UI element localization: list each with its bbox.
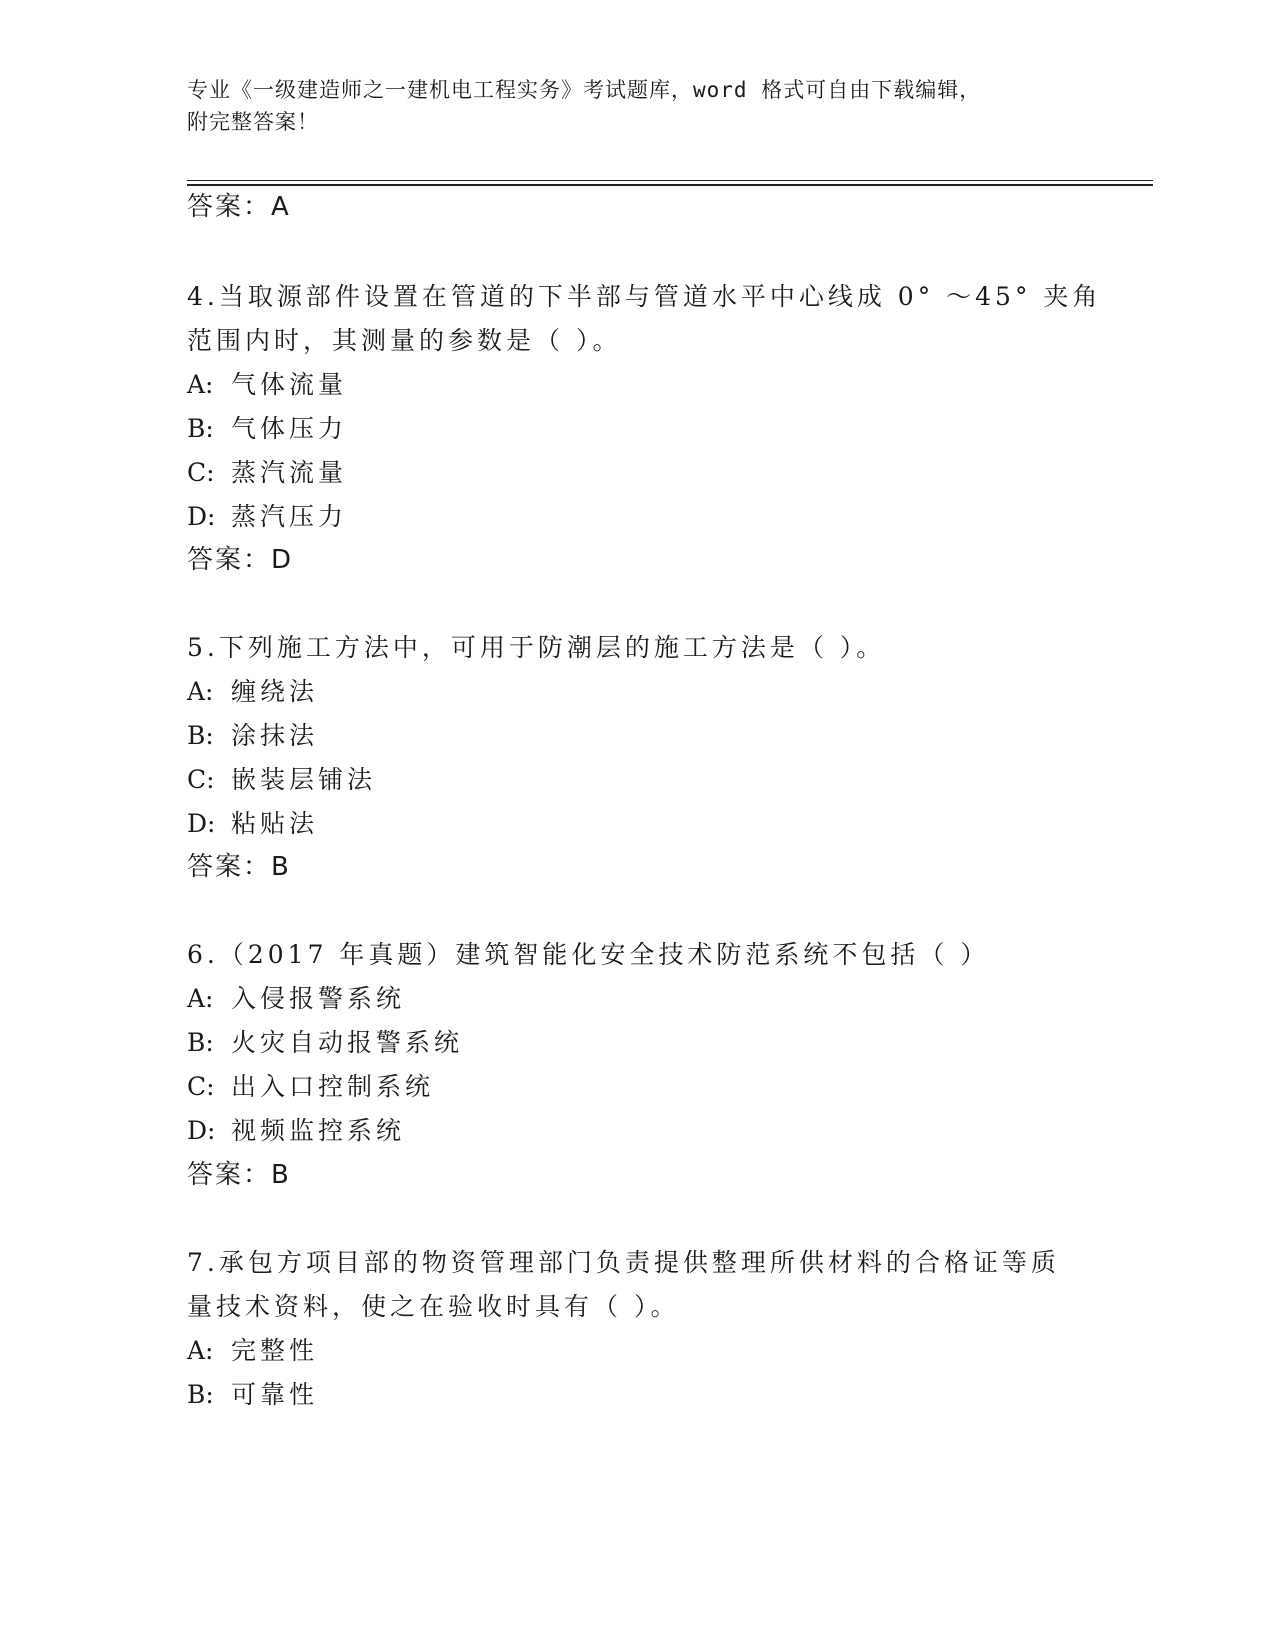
answer-value: B — [271, 1160, 291, 1190]
q5-option-b — [187, 719, 318, 753]
q6-option-a — [187, 982, 405, 1016]
q6-text-line-1: 6.（2017 年真题）建筑智能化安全技术防范系统不包括（ ） — [187, 940, 990, 969]
option-text: 蒸汽流量 — [231, 458, 348, 487]
q7-option-a — [187, 1334, 318, 1368]
answer-value: A — [271, 192, 291, 222]
answer-label: 答案： — [187, 1160, 272, 1190]
option-letter: B: — [187, 1028, 214, 1057]
option-letter: C: — [187, 1072, 215, 1101]
q6-option-d — [187, 1114, 405, 1148]
option-text: 视频监控系统 — [231, 1116, 406, 1145]
option-letter: D: — [187, 809, 216, 838]
option-text: 嵌装层铺法 — [231, 765, 377, 794]
option-letter: A: — [187, 1336, 214, 1365]
option-text: 入侵报警系统 — [231, 984, 406, 1013]
q5-answer — [187, 850, 291, 884]
q6-answer — [187, 1158, 291, 1192]
q6-option-c — [187, 1070, 434, 1104]
header-divider-thin — [187, 180, 1153, 181]
option-text: 粘贴法 — [231, 809, 319, 838]
q4-option-b — [187, 412, 347, 446]
option-text: 出入口控制系统 — [231, 1072, 435, 1101]
option-text: 蒸汽压力 — [231, 502, 348, 531]
answer-label: 答案： — [187, 852, 272, 882]
option-letter: D: — [187, 502, 216, 531]
q7-text-line-2: 量技术资料，使之在验收时具有（ ）。 — [187, 1292, 680, 1321]
q5-option-c — [187, 763, 376, 797]
option-letter: A: — [187, 984, 214, 1013]
option-letter: A: — [187, 677, 214, 706]
option-letter: A: — [187, 370, 214, 399]
answer-value: B — [271, 852, 291, 882]
document-header — [187, 74, 1087, 138]
option-text: 涂抹法 — [231, 721, 319, 750]
answer-value: D — [271, 545, 294, 575]
option-text: 火灾自动报警系统 — [231, 1028, 464, 1057]
option-text: 可靠性 — [231, 1380, 319, 1409]
q6-option-b — [187, 1026, 463, 1060]
option-letter: C: — [187, 458, 215, 487]
header-line-1: 专业《一级建造师之一建机电工程实务》考试题库，word 格式可自由下载编辑， — [187, 78, 982, 102]
q4-option-c — [187, 456, 347, 490]
option-text: 气体流量 — [231, 370, 348, 399]
option-letter: B: — [187, 1380, 214, 1409]
option-letter: B: — [187, 414, 214, 443]
option-text: 气体压力 — [231, 414, 348, 443]
q5-option-d — [187, 807, 318, 841]
option-text: 完整性 — [231, 1336, 319, 1365]
answer-label: 答案： — [187, 545, 272, 575]
option-letter: D: — [187, 1116, 216, 1145]
header-divider-thick — [187, 184, 1153, 186]
q5-text-line-1: 5.下列施工方法中，可用于防潮层的施工方法是（ ）。 — [187, 633, 886, 662]
q7-text-line-1: 7.承包方项目部的物资管理部门负责提供整理所供材料的合格证等质 — [187, 1248, 1060, 1277]
option-letter: C: — [187, 765, 215, 794]
q4-answer — [187, 543, 293, 577]
answer-label: 答案： — [187, 192, 272, 222]
q4-option-d — [187, 500, 347, 534]
header-line-2: 附完整答案！ — [187, 110, 319, 134]
option-letter: B: — [187, 721, 214, 750]
option-text: 缠绕法 — [231, 677, 319, 706]
q3-answer — [187, 190, 291, 224]
q4-text-line-1: 4.当取源部件设置在管道的下半部与管道水平中心线成 0° ～45° 夹角 — [187, 282, 1102, 311]
q5-option-a — [187, 675, 318, 709]
q4-text-line-2: 范围内时，其测量的参数是（ ）。 — [187, 326, 622, 355]
q4-option-a — [187, 368, 347, 402]
q7-option-b — [187, 1378, 318, 1412]
